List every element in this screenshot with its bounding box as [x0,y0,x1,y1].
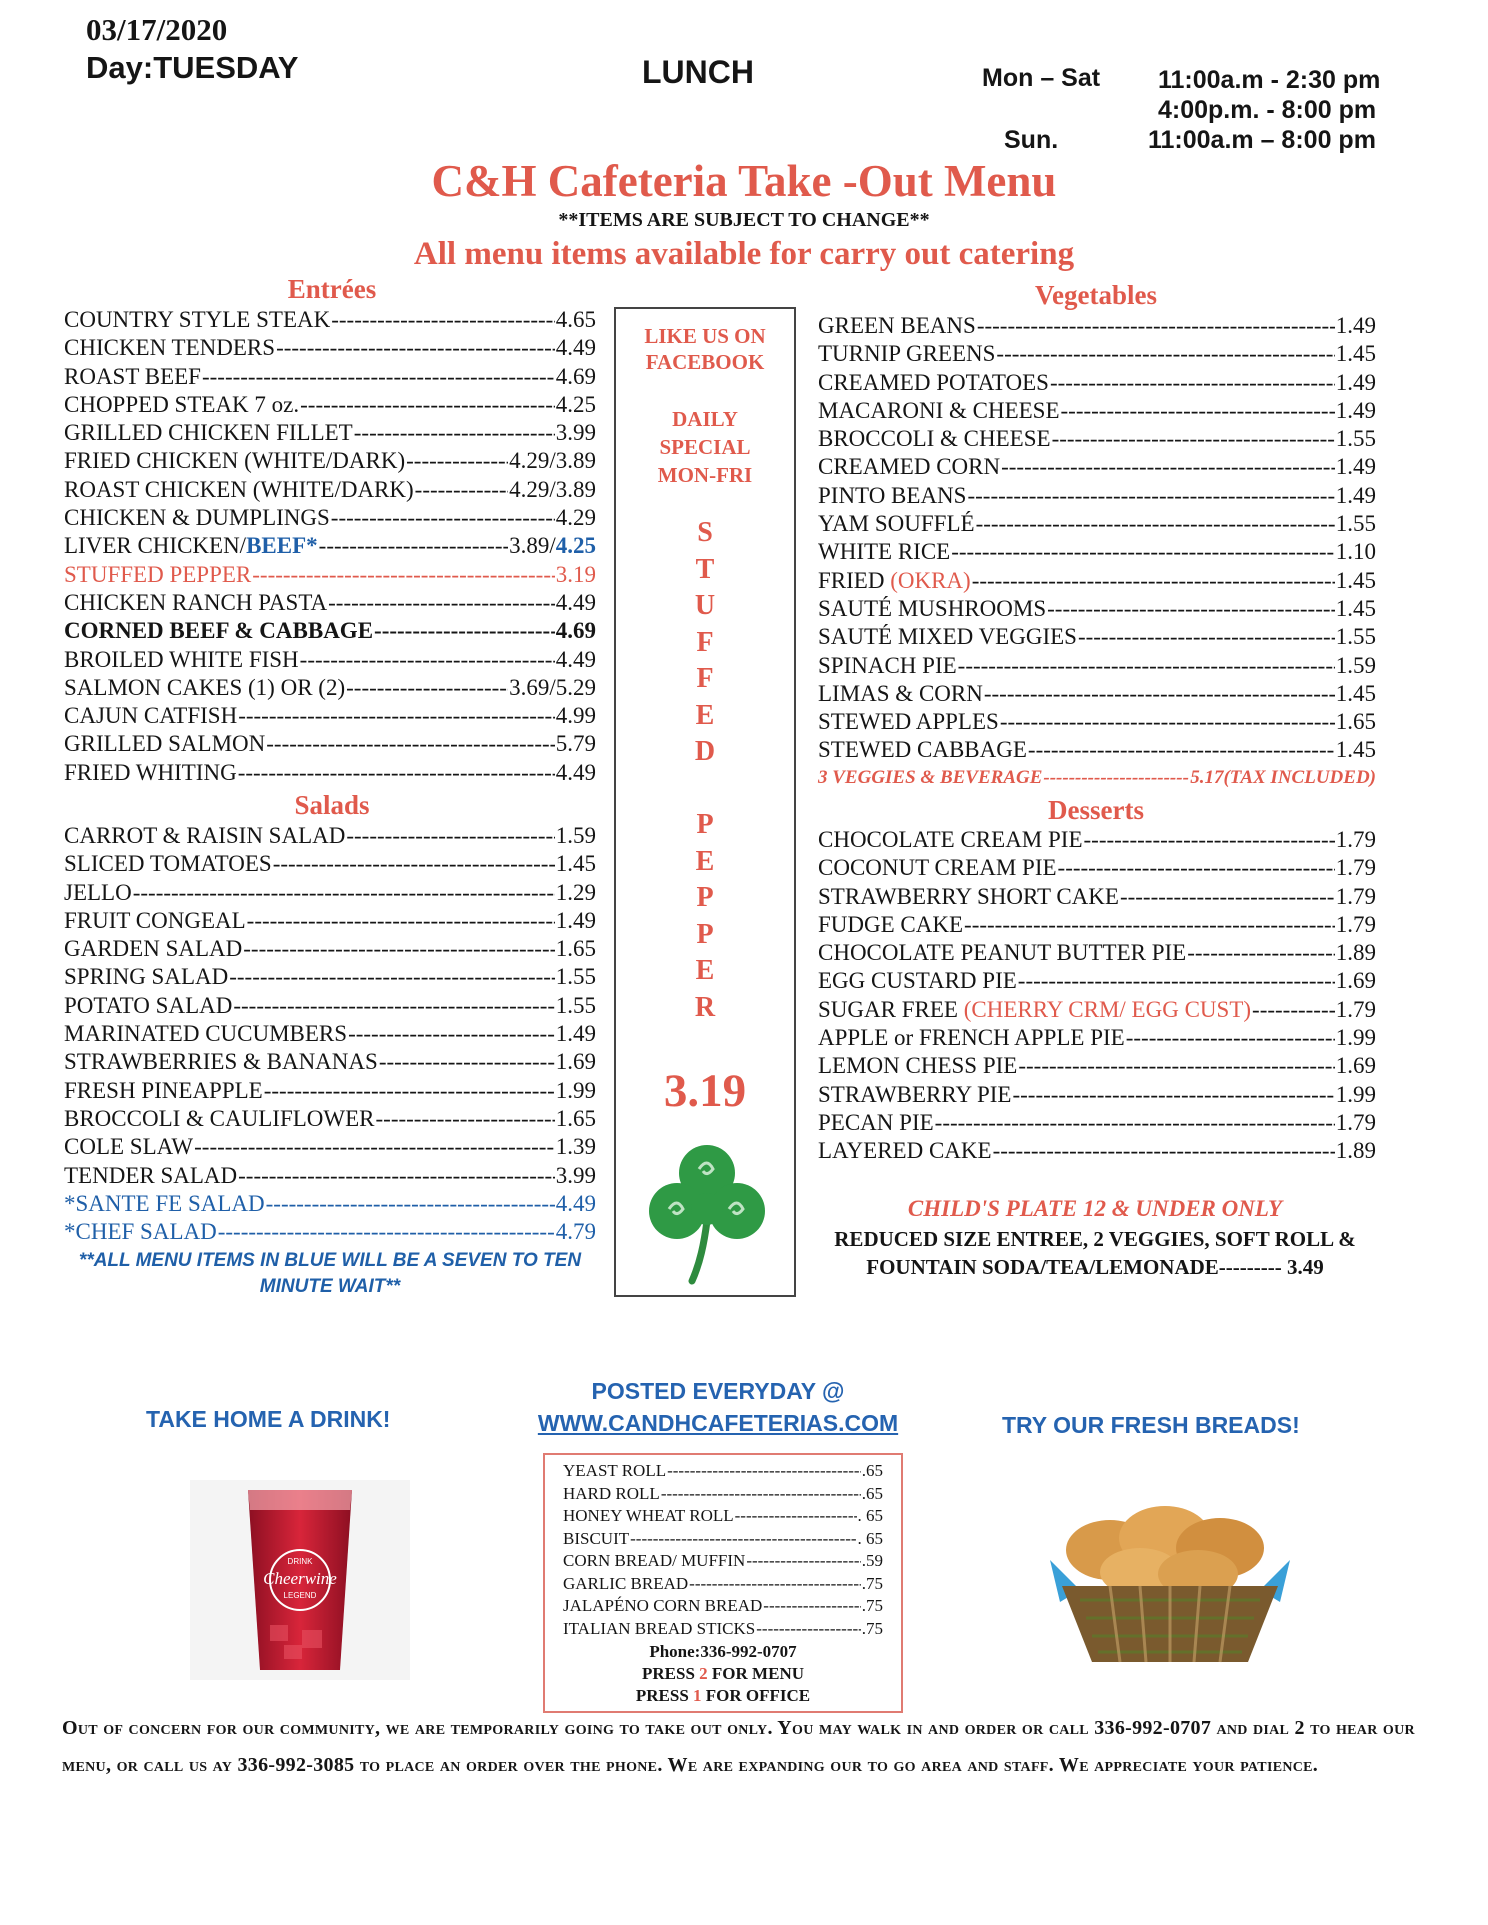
entree-item-price: 4.49 [555,589,596,615]
salad-item [64,1218,596,1246]
bread-item-name: ITALIAN BREAD STICKS [563,1618,756,1638]
entree-item-name: FRIED WHITING [64,759,237,785]
salad-item-price: 1.49 [555,907,596,933]
vegetable-item-price: 1.45 [1335,567,1376,593]
dessert-item-name: COCONUT CREAM PIE [818,855,1057,881]
entree-item [64,391,596,419]
entree-item-name: COUNTRY STYLE STEAK [64,307,331,332]
entree-item-name: ROAST BEEF [64,363,201,389]
bread-item-price: .65 [861,1461,883,1480]
drink-promo: TAKE HOME A DRINK! [146,1406,391,1432]
vegetable-item-name: CREAMED POTATOES [818,369,1049,395]
dessert-item-name: LEMON CHESS PIE [818,1053,1018,1079]
special-letter: P [696,918,714,950]
entree-item [64,532,596,560]
salad-item-name: *CHEF SALAD [64,1219,217,1245]
shamrock-icon [644,1139,770,1285]
dessert-item-price: 1.89 [1335,940,1376,966]
dessert-item [818,1109,1376,1137]
vegetable-item-name: LIMAS & CORN [818,680,983,706]
dessert-item-price: 1.79 [1335,883,1376,909]
posted-everyday: POSTED EVERYDAY @ [591,1378,845,1404]
bread-item-price: . 65 [857,1506,883,1525]
page-title: C&H Cafeteria Take -Out Menu [431,156,1057,206]
menu-date: 03/17/2020 [86,12,228,47]
cup-drink-text: DRINK [287,1557,313,1566]
dessert-item [818,1052,1376,1080]
childs-plate-line-1: REDUCED SIZE ENTREE, 2 VEGGIES, SOFT ROLL & [834,1227,1356,1251]
salad-item [64,879,596,907]
dessert-item [818,1024,1376,1052]
childs-plate-title: CHILD'S PLATE 12 & UNDER ONLY [907,1196,1283,1221]
subtitle: **ITEMS ARE SUBJECT TO CHANGE** [558,209,930,231]
salad-item-price: 3.99 [555,1162,596,1188]
vegetable-item-name: STEWED APPLES [818,709,999,735]
dessert-item-price: 1.69 [1335,968,1376,994]
bread-item-name: JALAPÉNO CORN BREAD [563,1596,763,1615]
dessert-item-price: 1.69 [1335,1053,1376,1079]
vegetable-item [818,397,1376,425]
dessert-item-name: EGG CUSTARD PIE [818,968,1017,994]
entree-item [64,504,596,532]
vegetable-item [818,453,1376,481]
vegetable-item [818,567,1376,595]
entree-item-name: BROILED WHITE FISH [64,646,299,672]
salad-item-name: CARROT & RAISIN SALAD [64,823,346,848]
salad-item-price: 1.69 [555,1049,596,1075]
entree-item-price: 4.65 [555,307,596,332]
special-letter: U [694,590,716,621]
vegetable-item-price: 1.55 [1335,624,1376,650]
entree-item [64,759,596,787]
dessert-item [818,883,1376,911]
daily-special-box [614,307,796,1297]
special-letter: P [696,882,714,913]
hours-days-3: Sun. [1004,126,1059,154]
meal-label: LUNCH [642,54,754,90]
salad-item-name: JELLO [64,879,132,905]
salad-item-name: SPRING SALAD [64,964,229,990]
entree-item [64,363,596,391]
dessert-item-price: 1.79 [1335,827,1376,852]
vegetable-item-price: 1.45 [1335,341,1376,367]
veggie-deal [818,764,1376,792]
entree-item-name: ROAST CHICKEN (WHITE/DARK) [64,476,414,502]
dessert-item [818,826,1376,854]
salad-item-name: GARDEN SALAD [64,936,243,962]
salad-item-name: FRESH PINEAPPLE [64,1077,263,1103]
vegetable-item-name: SAUTÉ MUSHROOMS [818,595,1047,621]
bread-item-name: GARLIC BREAD [563,1573,689,1593]
entree-item [64,561,596,589]
salad-item [64,963,596,991]
cup-legend-text: LEGEND [283,1591,317,1600]
bread-item-name: CORN BREAD/ MUFFIN [563,1551,746,1570]
salad-item-price: 1.39 [555,1134,596,1160]
desserts-heading: Desserts [1048,795,1144,825]
vegetable-item [818,652,1376,680]
vegetable-item [818,680,1376,708]
press-menu-line: PRESS 2 FOR MENU [642,1664,804,1683]
veggie-deal-price: 5.17(TAX INCLUDED) [1190,767,1376,788]
entree-item-price: 4.29 [555,505,596,531]
vegetable-item-name: WHITE RICE [818,539,951,565]
entree-item-price: 3.19 [555,561,596,587]
salad-item-name: STRAWBERRIES & BANANAS [64,1049,378,1075]
cheerwine-cup-image [190,1480,410,1680]
entrees-list [64,306,596,787]
dessert-item-name: APPLE or FRENCH APPLE PIE [818,1025,1125,1051]
entree-item-name: CHICKEN RANCH PASTA [64,589,328,615]
vegetable-item [818,736,1376,764]
dessert-item [818,967,1376,995]
bread-item [563,1484,883,1507]
dessert-item [818,854,1376,882]
entree-item-name: GRILLED SALMON [64,731,266,757]
catering-note: All menu items available for carry out catering [413,236,1075,272]
entree-item-price: 4.99 [555,703,596,729]
bread-item [563,1461,883,1484]
vegetable-item-name: TURNIP GREENS [818,341,996,367]
special-letter: E [695,955,715,986]
vegetable-item-price: 1.49 [1335,369,1376,395]
salads-list [64,822,596,1246]
bread-list [563,1461,883,1641]
hours-days-1: Mon – Sat [982,64,1101,92]
vegetable-item [818,312,1376,340]
vegetable-item-name: YAM SOUFFLÉ [818,511,975,537]
vegetable-item [818,482,1376,510]
vegetable-item-name: STEWED CABBAGE [818,737,1027,763]
entree-item [64,476,596,504]
salad-item-price: 4.49 [555,1190,596,1216]
bread-item-price: .59 [861,1551,883,1570]
bread-item-name: HONEY WHEAT ROLL [563,1506,734,1525]
vegetable-item [818,510,1376,538]
salad-item [64,1105,596,1133]
veggie-deal-name: 3 VEGGIES & BEVERAGE [818,767,1043,788]
dessert-item-name: SUGAR FREE (CHERRY CRM/ EGG CUST) [818,996,1252,1022]
vegetable-item-price: 1.65 [1335,709,1376,735]
entree-item-price: 3.89/4.25 [509,533,596,559]
website-link[interactable]: WWW.CANDHCAFETERIAS.COM [537,1410,899,1436]
vegetable-item-price: 1.49 [1335,397,1376,423]
dessert-item [818,911,1376,939]
vegetable-item-name: FRIED (OKRA) [818,567,971,593]
dessert-item [818,1081,1376,1109]
bread-item-name: BISCUIT [563,1528,630,1548]
salad-item-name: COLE SLAW [64,1134,194,1160]
vegetable-item [818,708,1376,736]
salad-item-name: MARINATED CUCUMBERS [64,1021,348,1047]
entree-item-name: LIVER CHICKEN/BEEF* [64,533,318,559]
salad-item-name: SLICED TOMATOES [64,851,272,877]
entree-item-price: 3.99 [555,420,596,446]
salad-item-price: 1.59 [555,823,596,848]
dessert-item-name: PECAN PIE [818,1109,934,1135]
entree-item-name: GRILLED CHICKEN FILLET [64,420,353,446]
salad-item [64,907,596,935]
bread-item-price: . 65 [857,1528,883,1548]
special-letter: T [695,553,715,585]
salad-item [64,850,596,878]
bread-item-price: .65 [861,1483,883,1503]
menu-day: Day:TUESDAY [86,50,299,85]
salad-item-name: BROCCOLI & CAULIFLOWER [64,1105,375,1131]
entree-item-price: 5.79 [555,731,596,757]
salads-heading: Salads [294,790,370,820]
bread-item-name: HARD ROLL [563,1483,660,1503]
hours-time-2: 4:00p.m. - 8:00 pm [1158,96,1377,124]
entree-item [64,589,596,617]
dessert-item [818,939,1376,967]
entree-item [64,617,596,645]
entree-item-price: 4.25 [555,391,596,417]
entree-item-name: STUFFED PEPPER [64,561,252,587]
vegetable-item-name: SAUTÉ MIXED VEGGIES [818,624,1077,650]
salad-item [64,1020,596,1048]
facebook-promo: LIKE US ON FACEBOOK [644,324,766,374]
vegetable-item-name: GREEN BEANS [818,313,976,338]
dessert-item [818,1137,1376,1165]
bread-item-price: .75 [861,1573,883,1593]
bread-item-name: YEAST ROLL [563,1461,667,1480]
vegetable-item-price: 1.55 [1335,426,1376,452]
bread-basket-image [1040,1490,1300,1670]
entree-item-price: 4.49 [555,759,596,785]
special-letter: F [696,663,714,694]
vegetable-item [818,623,1376,651]
breads-promo: TRY OUR FRESH BREADS! [1002,1412,1300,1438]
vegetable-item-price: 1.49 [1335,482,1376,508]
vegetable-item [818,369,1376,397]
vegetable-item [818,340,1376,368]
entree-item [64,419,596,447]
special-letter: E [695,845,715,877]
vegetable-item-price: 1.10 [1335,539,1376,565]
dessert-item-price: 1.79 [1335,1109,1376,1135]
vegetable-item-name: SPINACH PIE [818,652,957,678]
bread-item [563,1551,883,1574]
salad-item-price: 1.29 [555,879,596,905]
bread-item [563,1529,883,1552]
vegetable-item-price: 1.49 [1335,454,1376,480]
childs-plate-line-2: FOUNTAIN SODA/TEA/LEMONADE--------- 3.49 [866,1255,1324,1279]
salad-item [64,992,596,1020]
dessert-item-name: CHOCOLATE PEANUT BUTTER PIE [818,940,1187,966]
entree-item-name: CAJUN CATFISH [64,703,238,729]
salad-item-name: POTATO SALAD [64,992,233,1018]
vegetable-item-price: 1.45 [1335,595,1376,621]
dessert-item-price: 1.89 [1335,1138,1376,1164]
salad-item-price: 1.55 [555,964,596,990]
special-letter: D [694,736,716,767]
dessert-item-price: 1.79 [1335,911,1376,937]
vegetable-item [818,595,1376,623]
vegetable-item-name: MACARONI & CHEESE [818,397,1060,423]
vegetable-item-price: 1.45 [1335,737,1376,763]
bread-item [563,1506,883,1529]
dessert-item-price: 1.99 [1335,1081,1376,1107]
bread-item [563,1574,883,1597]
footer-notice: Out of concern for our community, we are temporarily going to take out only. You may walk in and order or call 336-992-0707 and dial 2 to hear our menu, or call us ay 336-992-3085 to place an order over the phone. We are expanding our to go area and staff. We appreciate your patience. [62,1717,1415,1776]
entrees-heading: Entrées [287,274,377,304]
entree-item-name: SALMON CAKES (1) OR (2) [64,674,346,700]
entree-item-name: CHOPPED STEAK 7 oz. [64,391,300,417]
entree-item-price: 4.49 [555,646,596,672]
special-letter: S [697,517,713,548]
desserts-list [818,826,1376,1166]
daily-special-label: DAILY SPECIAL MON-FRI [657,407,753,487]
vegetable-item-name: CREAMED CORN [818,454,1001,480]
vegetable-item-price: 1.49 [1335,313,1376,338]
entree-item-name: CHICKEN & DUMPLINGS [64,505,330,531]
salad-item [64,1048,596,1076]
salad-item [64,1077,596,1105]
entree-item-price: 3.69/5.29 [509,674,596,700]
salad-item-price: 1.65 [555,936,596,962]
bread-price-box [543,1453,903,1713]
dessert-item-name: FUDGE CAKE [818,911,964,937]
dessert-item-price: 1.79 [1335,855,1376,881]
childs-plate-description [810,1225,1380,1281]
special-letter: E [695,699,715,731]
salad-item [64,935,596,963]
dessert-item-price: 1.79 [1335,996,1376,1022]
entree-item [64,447,596,475]
salad-item-name: *SANTE FE SALAD [64,1190,265,1216]
entree-item-price: 4.29/3.89 [509,448,596,474]
salad-item-price: 1.99 [555,1077,596,1103]
entree-item-price: 4.29/3.89 [509,476,596,502]
hours-time-1: 11:00a.m - 2:30 pm [1158,66,1381,94]
dessert-item-name: CHOCOLATE CREAM PIE [818,827,1083,852]
bread-item-price: .75 [861,1618,883,1638]
entree-item [64,730,596,758]
dessert-item [818,996,1376,1024]
vegetable-item-price: 1.45 [1335,680,1376,706]
vegetable-item-name: PINTO BEANS [818,482,967,508]
salad-item-price: 1.45 [555,851,596,877]
salad-item-name: FRUIT CONGEAL [64,907,246,933]
entree-item [64,674,596,702]
entree-item-name: FRIED CHICKEN (WHITE/DARK) [64,448,406,474]
vegetable-item [818,538,1376,566]
salad-item-price: 1.55 [555,992,596,1018]
blue-items-note: **ALL MENU ITEMS IN BLUE WILL BE A SEVEN TO TEN MINUTE WAIT** [78,1250,582,1297]
salad-item [64,822,596,850]
vegetable-item [818,425,1376,453]
entree-item-price: 4.49 [555,335,596,361]
entree-item-name: CORNED BEEF & CABBAGE [64,618,374,644]
dessert-item-price: 1.99 [1335,1025,1376,1051]
dessert-item-name: STRAWBERRY SHORT CAKE [818,883,1119,909]
entree-item [64,334,596,362]
entree-item [64,646,596,674]
cup-brand-text: Cheerwine [263,1569,337,1588]
phone-number: Phone:336-992-0707 [649,1642,797,1661]
entree-item-price: 4.69 [555,363,596,389]
special-letter: F [696,626,714,658]
salad-item-price: 1.49 [555,1021,596,1047]
entree-item [64,702,596,730]
salad-item [64,1162,596,1190]
special-price: 3.19 [663,1065,747,1117]
salad-item-price: 4.79 [555,1219,596,1245]
dessert-item-name: STRAWBERRY PIE [818,1081,1012,1107]
vegetables-heading: Vegetables [1035,280,1157,310]
entree-item [64,306,596,334]
special-letter: P [696,809,714,840]
vegetables-list [818,312,1376,765]
press-office-line: PRESS 1 FOR OFFICE [635,1686,811,1705]
salad-item-name: TENDER SALAD [64,1162,238,1188]
vegetable-item-price: 1.59 [1335,652,1376,678]
salad-item [64,1190,596,1218]
entree-item-name: CHICKEN TENDERS [64,335,276,361]
salad-item-price: 1.65 [555,1105,596,1131]
special-letter: R [694,991,716,1023]
entree-item-price: 4.69 [555,618,596,644]
salad-item [64,1133,596,1161]
vegetable-item-price: 1.55 [1335,511,1376,537]
dessert-item-name: LAYERED CAKE [818,1138,992,1164]
bread-item-price: .75 [861,1596,883,1615]
hours-time-3: 11:00a.m – 8:00 pm [1148,126,1376,154]
vegetable-item-name: BROCCOLI & CHEESE [818,426,1051,452]
bread-item [563,1596,883,1619]
bread-item [563,1619,883,1642]
